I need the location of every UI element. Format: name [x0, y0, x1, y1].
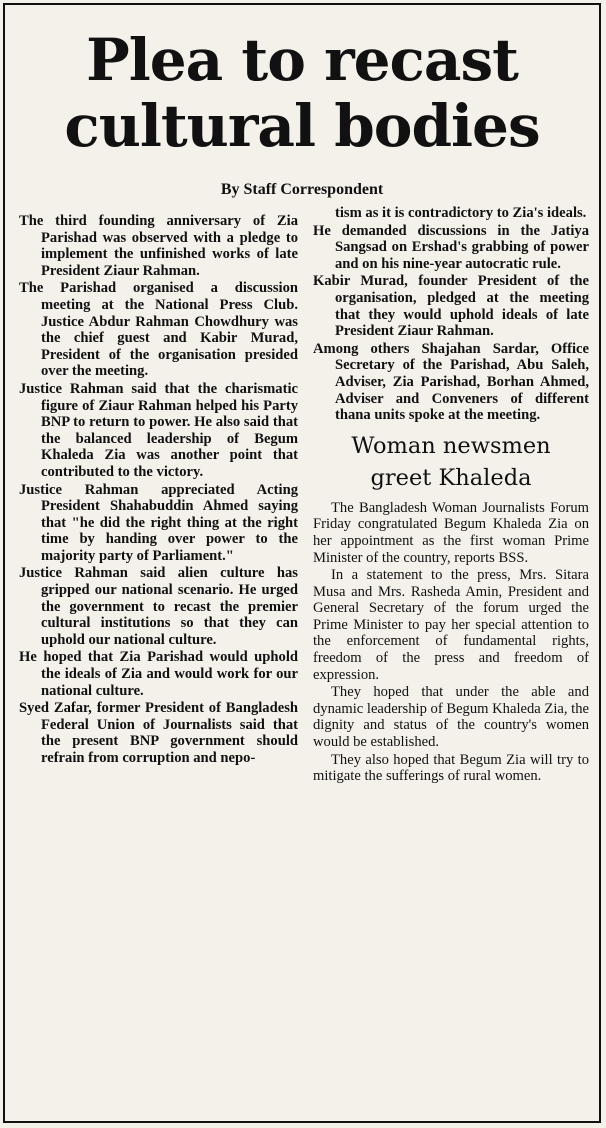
paragraph: Justice Rahman said alien culture has gripped our national scenario. He urged the government to recast the premier cultural institutions so that they can uphold our national culture. — [19, 565, 298, 648]
byline: By Staff Correspondent — [220, 181, 384, 198]
headline-line-1: Plea to recast — [86, 26, 518, 94]
right-column — [313, 205, 589, 786]
paragraph: Syed Zafar, former President of Bangladesh Federal Union of Journalists said that the present BNP government should refrain from corruption and nepo- — [19, 700, 298, 766]
paragraph: The third founding anniversary of Zia Parishad was observed with a pledge to implement the unfinished works of late President Ziaur Rahman. — [19, 213, 298, 279]
paragraph: He demanded discussions in the Jatiya Sangsad on Ershad's grabbing of power and on his nine-year autocratic rule. — [313, 222, 589, 272]
second-story-headline — [313, 430, 589, 494]
headline-line-2: cultural bodies — [64, 92, 540, 160]
paragraph: He hoped that Zia Parishad would uphold the ideals of Zia and would work for our national culture. — [19, 649, 298, 699]
paragraph: Justice Rahman appreciated Acting President Shahabuddin Ahmed saying that "he did the right thing at the right time by handing over power to the majority party of Parliament." — [19, 481, 298, 564]
paragraph: The Parishad organised a discussion meeting at the National Press Club. Justice Abdur Rahman Chowdhury was the chief guest and Kabir Murad, President of the organisation presided over the meeting. — [19, 280, 298, 380]
second-headline-line-2: greet Khaleda — [370, 464, 532, 491]
paragraph: In a statement to the press, Mrs. Sitara Musa and Mrs. Rasheda Amin, President and General Secretary of the forum urged the Prime Minister to pay her special attention to the enforcement of fundamental rights, freedom of the press and freedom of expression. — [313, 567, 589, 683]
second-headline-line-1: Woman newsmen — [351, 432, 551, 459]
paragraph: tism as it is contradictory to Zia's ideals. — [335, 205, 587, 221]
paragraph: The Bangladesh Woman Journalists Forum Friday congratulated Begum Khaleda Zia on her appointment as the first woman Prime Minister of the country, reports BSS. — [313, 499, 589, 566]
left-column — [19, 213, 298, 768]
newspaper-clipping — [3, 3, 601, 1123]
paragraph: They hoped that under the able and dynamic leadership of Begum Khaleda Zia, the dignity and status of the country's women would be established. — [313, 684, 589, 751]
article-headline — [5, 27, 599, 159]
paragraph: They also hoped that Begum Zia will try to mitigate the sufferings of rural women. — [313, 751, 589, 785]
paragraph: Among others Shajahan Sardar, Office Secretary of the Parishad, Abu Saleh, Adviser, Zia Parishad, Borhan Ahmed, Adviser and Conveners of different thana units spoke at the meeting. — [313, 340, 589, 424]
paragraph: Kabir Murad, founder President of the organisation, pledged at the meeting that they would uphold ideals of late President Ziaur Rahman. — [313, 273, 589, 340]
paragraph: Justice Rahman said that the charismatic figure of Ziaur Rahman helped his Party BNP to return to power. He also said that the balanced leadership of Begum Khaleda Zia was another point that contributed to the victory. — [19, 380, 298, 480]
